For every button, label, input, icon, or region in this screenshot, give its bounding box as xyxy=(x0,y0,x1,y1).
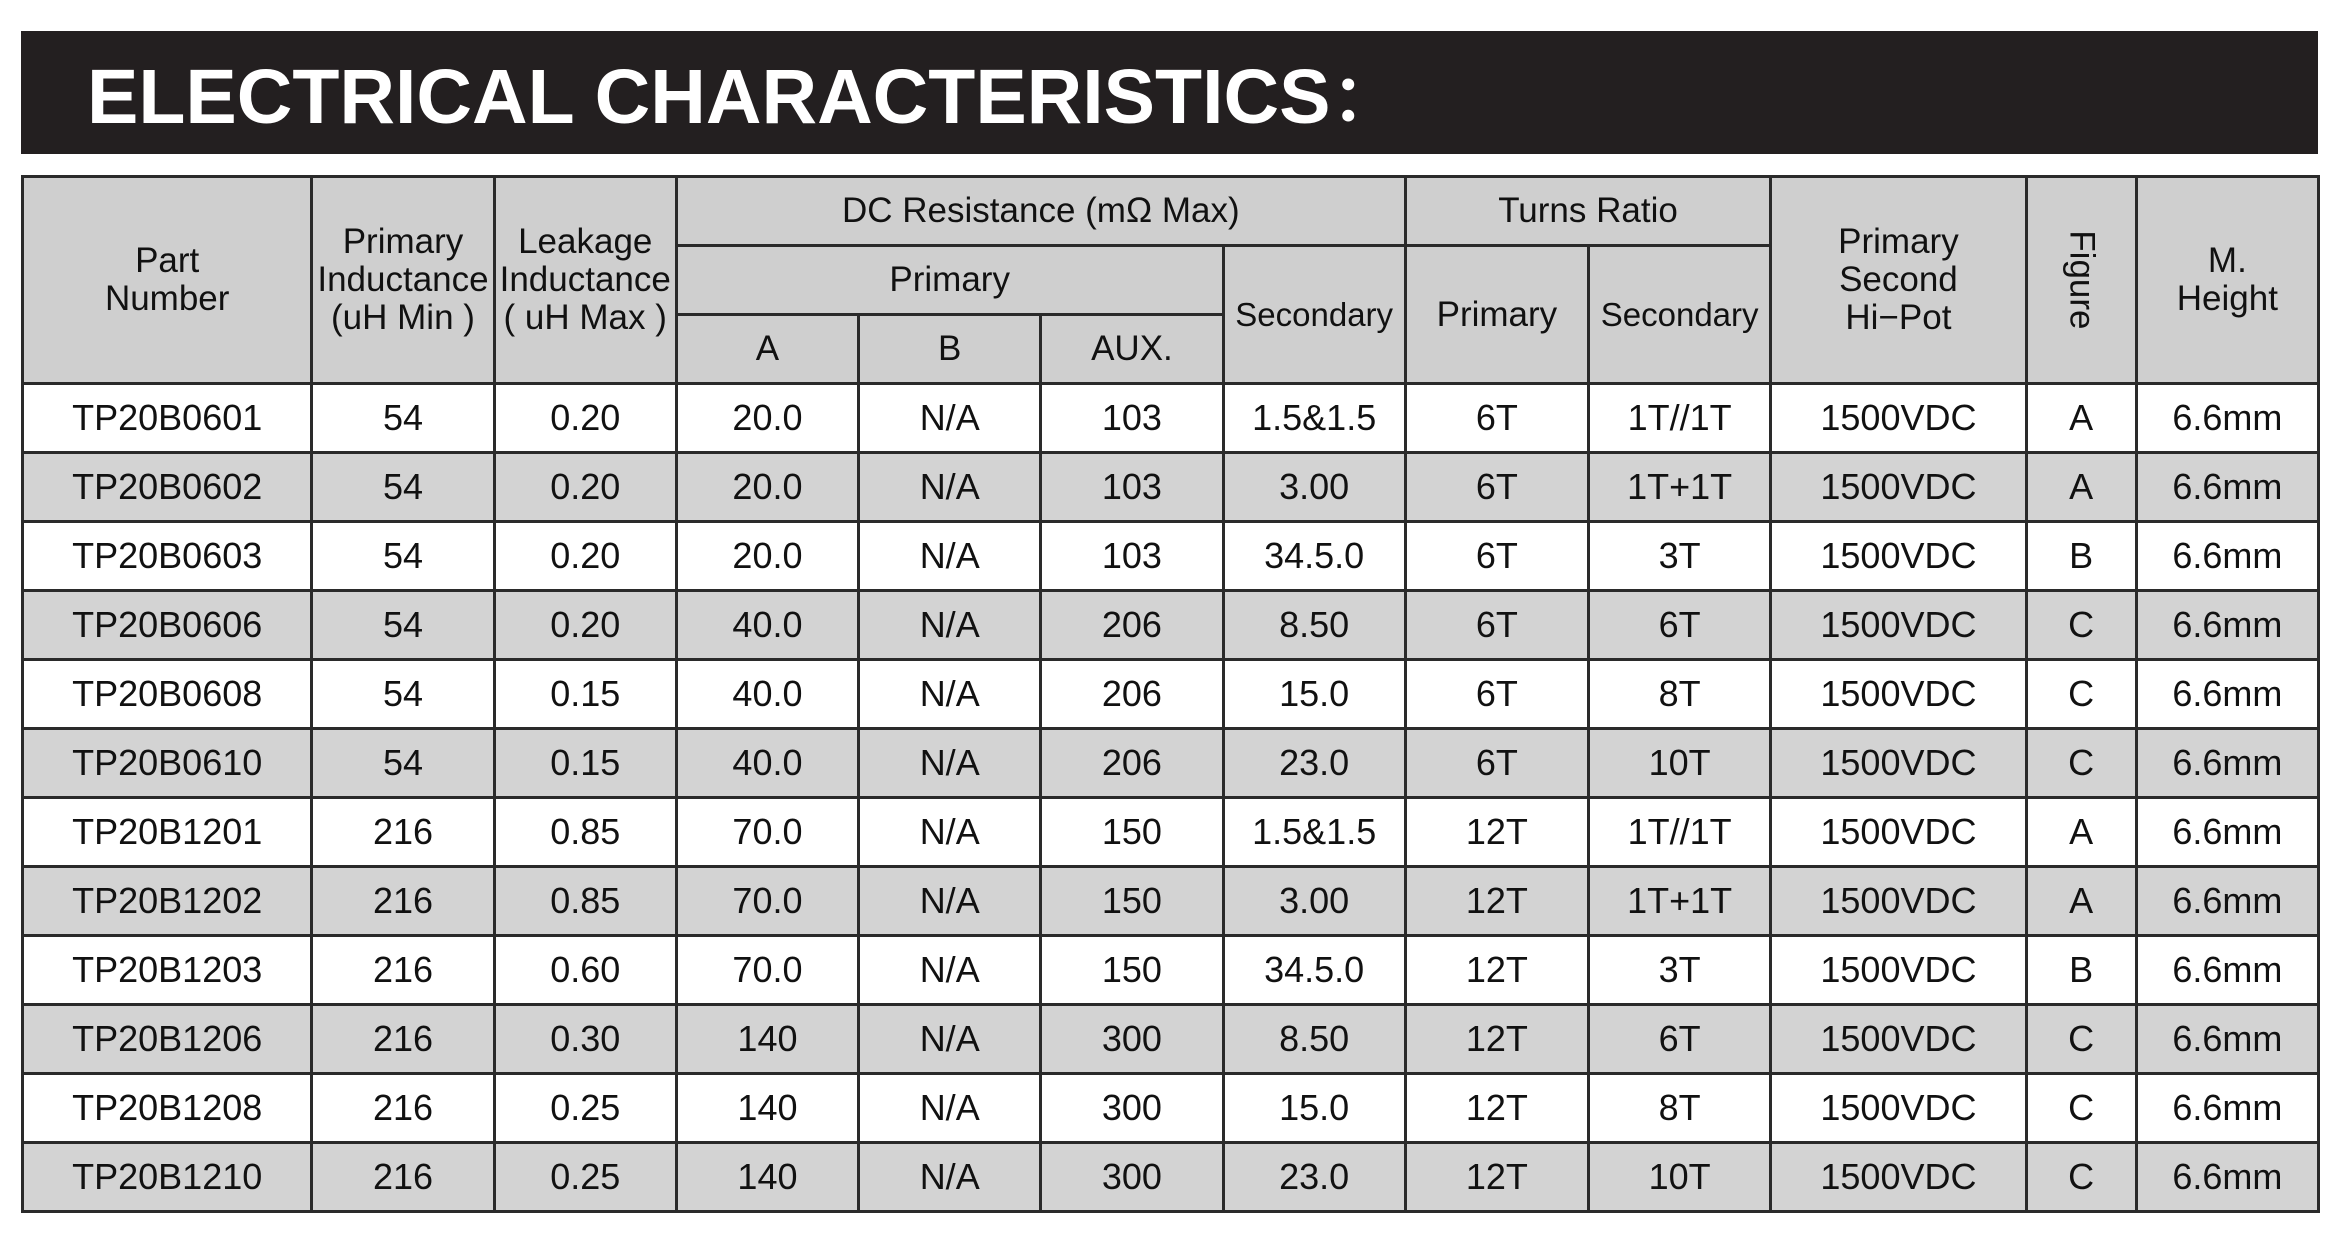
cell-leakage-inductance: 0.30 xyxy=(494,1005,676,1074)
cell-leakage-inductance: 0.20 xyxy=(494,522,676,591)
cell-leakage-inductance: 0.85 xyxy=(494,867,676,936)
cell-turns-primary: 6T xyxy=(1405,522,1588,591)
cell-turns-secondary: 8T xyxy=(1589,1074,1771,1143)
cell-primary-inductance: 54 xyxy=(312,660,494,729)
header-primary-inductance xyxy=(312,177,494,384)
cell-m-height: 6.6mm xyxy=(2136,936,2318,1005)
cell-part-number: TP20B1208 xyxy=(23,1074,312,1143)
cell-dc-secondary: 15.0 xyxy=(1223,1074,1405,1143)
cell-leakage-inductance: 0.25 xyxy=(494,1074,676,1143)
cell-dc-secondary: 23.0 xyxy=(1223,729,1405,798)
cell-figure: C xyxy=(2026,660,2136,729)
table-row xyxy=(23,936,2319,1005)
cell-dc-b: N/A xyxy=(859,522,1041,591)
header-leakage-inductance xyxy=(494,177,676,384)
table-row xyxy=(23,867,2319,936)
cell-dc-secondary: 34.5.0 xyxy=(1223,936,1405,1005)
page-title: ELECTRICAL CHARACTERISTICS： xyxy=(87,54,1408,140)
header-m-height xyxy=(2136,177,2318,384)
cell-primary-inductance: 54 xyxy=(312,522,494,591)
cell-dc-aux: 103 xyxy=(1041,384,1223,453)
cell-dc-secondary: 3.00 xyxy=(1223,453,1405,522)
table-body xyxy=(23,384,2319,1212)
cell-dc-b: N/A xyxy=(859,867,1041,936)
cell-hipot: 1500VDC xyxy=(1771,522,2026,591)
cell-turns-primary: 6T xyxy=(1405,591,1588,660)
cell-primary-inductance: 216 xyxy=(312,936,494,1005)
cell-turns-secondary: 6T xyxy=(1589,1005,1771,1074)
header-leakage-inductance-line3: ( uH Max ) xyxy=(503,297,667,337)
cell-dc-secondary: 8.50 xyxy=(1223,591,1405,660)
cell-part-number: TP20B0602 xyxy=(23,453,312,522)
cell-turns-primary: 6T xyxy=(1405,384,1588,453)
header-m-height-line1: M. xyxy=(2207,241,2247,281)
cell-dc-a: 20.0 xyxy=(676,522,858,591)
cell-part-number: TP20B0608 xyxy=(23,660,312,729)
header-turns-ratio: Turns Ratio xyxy=(1405,177,1770,246)
cell-dc-aux: 300 xyxy=(1041,1143,1223,1212)
cell-dc-b: N/A xyxy=(859,660,1041,729)
header-turns-primary: Primary xyxy=(1405,246,1588,384)
cell-turns-secondary: 1T//1T xyxy=(1589,798,1771,867)
header-dc-secondary: Secondary xyxy=(1223,246,1405,384)
cell-m-height: 6.6mm xyxy=(2136,1074,2318,1143)
table-row xyxy=(23,729,2319,798)
cell-m-height: 6.6mm xyxy=(2136,522,2318,591)
cell-primary-inductance: 54 xyxy=(312,384,494,453)
header-leakage-inductance-line1: Leakage xyxy=(518,222,653,262)
cell-dc-b: N/A xyxy=(859,798,1041,867)
cell-figure: C xyxy=(2026,1005,2136,1074)
header-part-number xyxy=(23,177,312,384)
cell-primary-inductance: 216 xyxy=(312,1005,494,1074)
cell-leakage-inductance: 0.60 xyxy=(494,936,676,1005)
cell-dc-a: 140 xyxy=(676,1005,858,1074)
header-primary-inductance-line1: Primary xyxy=(342,222,464,262)
cell-hipot: 1500VDC xyxy=(1771,729,2026,798)
table-row xyxy=(23,798,2319,867)
cell-primary-inductance: 54 xyxy=(312,453,494,522)
title-banner xyxy=(21,31,2318,154)
cell-turns-primary: 12T xyxy=(1405,1143,1588,1212)
cell-turns-primary: 12T xyxy=(1405,867,1588,936)
cell-turns-primary: 12T xyxy=(1405,936,1588,1005)
header-primary-inductance-line2: Inductance xyxy=(317,260,489,300)
cell-dc-a: 70.0 xyxy=(676,867,858,936)
header-leakage-inductance-line2: Inductance xyxy=(499,260,671,300)
cell-dc-a: 20.0 xyxy=(676,384,858,453)
cell-hipot: 1500VDC xyxy=(1771,453,2026,522)
cell-dc-secondary: 34.5.0 xyxy=(1223,522,1405,591)
cell-primary-inductance: 216 xyxy=(312,1074,494,1143)
cell-turns-primary: 6T xyxy=(1405,729,1588,798)
cell-hipot: 1500VDC xyxy=(1771,1074,2026,1143)
cell-dc-aux: 150 xyxy=(1041,936,1223,1005)
header-turns-secondary: Secondary xyxy=(1589,246,1771,384)
cell-primary-inductance: 54 xyxy=(312,729,494,798)
header-hipot-line3: Hi−Pot xyxy=(1845,297,1952,337)
cell-turns-secondary: 10T xyxy=(1589,729,1771,798)
cell-dc-a: 20.0 xyxy=(676,453,858,522)
header-part-number-label: Part Number xyxy=(104,241,230,318)
cell-dc-aux: 300 xyxy=(1041,1074,1223,1143)
cell-dc-secondary: 1.5&1.5 xyxy=(1223,798,1405,867)
cell-dc-a: 40.0 xyxy=(676,660,858,729)
cell-dc-secondary: 23.0 xyxy=(1223,1143,1405,1212)
cell-m-height: 6.6mm xyxy=(2136,591,2318,660)
cell-turns-secondary: 8T xyxy=(1589,660,1771,729)
cell-part-number: TP20B0603 xyxy=(23,522,312,591)
table-row xyxy=(23,453,2319,522)
cell-dc-a: 140 xyxy=(676,1074,858,1143)
cell-leakage-inductance: 0.15 xyxy=(494,729,676,798)
cell-primary-inductance: 216 xyxy=(312,867,494,936)
cell-turns-secondary: 3T xyxy=(1589,936,1771,1005)
cell-turns-secondary: 1T+1T xyxy=(1589,867,1771,936)
cell-part-number: TP20B1203 xyxy=(23,936,312,1005)
cell-dc-b: N/A xyxy=(859,1143,1041,1212)
cell-dc-b: N/A xyxy=(859,936,1041,1005)
cell-leakage-inductance: 0.20 xyxy=(494,591,676,660)
cell-leakage-inductance: 0.85 xyxy=(494,798,676,867)
cell-dc-aux: 206 xyxy=(1041,591,1223,660)
cell-turns-primary: 12T xyxy=(1405,798,1588,867)
cell-dc-aux: 206 xyxy=(1041,660,1223,729)
cell-figure: C xyxy=(2026,1143,2136,1212)
cell-dc-a: 40.0 xyxy=(676,729,858,798)
cell-part-number: TP20B0610 xyxy=(23,729,312,798)
cell-primary-inductance: 216 xyxy=(312,798,494,867)
cell-primary-inductance: 216 xyxy=(312,1143,494,1212)
cell-turns-primary: 6T xyxy=(1405,453,1588,522)
table-row xyxy=(23,660,2319,729)
cell-dc-secondary: 3.00 xyxy=(1223,867,1405,936)
cell-dc-secondary: 8.50 xyxy=(1223,1005,1405,1074)
cell-m-height: 6.6mm xyxy=(2136,867,2318,936)
cell-hipot: 1500VDC xyxy=(1771,798,2026,867)
header-dc-a: A xyxy=(676,315,858,384)
cell-part-number: TP20B1210 xyxy=(23,1143,312,1212)
cell-turns-secondary: 1T//1T xyxy=(1589,384,1771,453)
header-dc-resistance: DC Resistance (mΩ Max) xyxy=(676,177,1405,246)
cell-dc-a: 40.0 xyxy=(676,591,858,660)
cell-dc-b: N/A xyxy=(859,729,1041,798)
electrical-characteristics-table xyxy=(21,175,2320,1213)
cell-dc-b: N/A xyxy=(859,384,1041,453)
cell-turns-primary: 12T xyxy=(1405,1005,1588,1074)
cell-part-number: TP20B1206 xyxy=(23,1005,312,1074)
cell-hipot: 1500VDC xyxy=(1771,591,2026,660)
cell-figure: C xyxy=(2026,1074,2136,1143)
cell-part-number: TP20B1202 xyxy=(23,867,312,936)
cell-dc-b: N/A xyxy=(859,1005,1041,1074)
cell-dc-aux: 103 xyxy=(1041,522,1223,591)
cell-hipot: 1500VDC xyxy=(1771,1143,2026,1212)
cell-figure: C xyxy=(2026,591,2136,660)
cell-hipot: 1500VDC xyxy=(1771,867,2026,936)
cell-part-number: TP20B0601 xyxy=(23,384,312,453)
cell-leakage-inductance: 0.20 xyxy=(494,384,676,453)
cell-dc-aux: 206 xyxy=(1041,729,1223,798)
cell-turns-primary: 12T xyxy=(1405,1074,1588,1143)
cell-hipot: 1500VDC xyxy=(1771,384,2026,453)
header-primary-inductance-line3: (uH Min ) xyxy=(331,297,475,337)
cell-dc-aux: 300 xyxy=(1041,1005,1223,1074)
cell-figure: A xyxy=(2026,453,2136,522)
header-dc-primary: Primary xyxy=(676,246,1223,315)
header-dc-b: B xyxy=(859,315,1041,384)
cell-part-number: TP20B0606 xyxy=(23,591,312,660)
cell-m-height: 6.6mm xyxy=(2136,729,2318,798)
cell-m-height: 6.6mm xyxy=(2136,384,2318,453)
table-row xyxy=(23,522,2319,591)
cell-dc-b: N/A xyxy=(859,453,1041,522)
cell-leakage-inductance: 0.15 xyxy=(494,660,676,729)
cell-figure: B xyxy=(2026,936,2136,1005)
header-figure xyxy=(2026,177,2136,384)
table-row xyxy=(23,1005,2319,1074)
cell-leakage-inductance: 0.20 xyxy=(494,453,676,522)
cell-turns-secondary: 3T xyxy=(1589,522,1771,591)
header-figure-label: Figure xyxy=(2062,230,2102,330)
table-row xyxy=(23,1074,2319,1143)
header-m-height-line2: Height xyxy=(2176,279,2278,318)
cell-dc-secondary: 15.0 xyxy=(1223,660,1405,729)
header-hipot xyxy=(1771,177,2026,384)
cell-dc-b: N/A xyxy=(859,1074,1041,1143)
cell-m-height: 6.6mm xyxy=(2136,660,2318,729)
cell-dc-a: 70.0 xyxy=(676,798,858,867)
cell-hipot: 1500VDC xyxy=(1771,936,2026,1005)
cell-figure: A xyxy=(2026,384,2136,453)
cell-dc-aux: 150 xyxy=(1041,798,1223,867)
cell-dc-aux: 150 xyxy=(1041,867,1223,936)
cell-dc-a: 70.0 xyxy=(676,936,858,1005)
cell-m-height: 6.6mm xyxy=(2136,798,2318,867)
cell-m-height: 6.6mm xyxy=(2136,1005,2318,1074)
cell-figure: A xyxy=(2026,867,2136,936)
cell-dc-aux: 103 xyxy=(1041,453,1223,522)
cell-turns-primary: 6T xyxy=(1405,660,1588,729)
table-row xyxy=(23,384,2319,453)
cell-hipot: 1500VDC xyxy=(1771,660,2026,729)
cell-hipot: 1500VDC xyxy=(1771,1005,2026,1074)
header-dc-aux: AUX. xyxy=(1041,315,1223,384)
cell-leakage-inductance: 0.25 xyxy=(494,1143,676,1212)
header-hipot-line2: Second xyxy=(1839,260,1958,300)
cell-turns-secondary: 6T xyxy=(1589,591,1771,660)
cell-primary-inductance: 54 xyxy=(312,591,494,660)
cell-turns-secondary: 10T xyxy=(1589,1143,1771,1212)
cell-figure: B xyxy=(2026,522,2136,591)
cell-figure: A xyxy=(2026,798,2136,867)
cell-turns-secondary: 1T+1T xyxy=(1589,453,1771,522)
cell-dc-secondary: 1.5&1.5 xyxy=(1223,384,1405,453)
cell-part-number: TP20B1201 xyxy=(23,798,312,867)
cell-figure: C xyxy=(2026,729,2136,798)
table-row xyxy=(23,1143,2319,1212)
table-row xyxy=(23,591,2319,660)
cell-m-height: 6.6mm xyxy=(2136,1143,2318,1212)
cell-dc-a: 140 xyxy=(676,1143,858,1212)
cell-dc-b: N/A xyxy=(859,591,1041,660)
cell-m-height: 6.6mm xyxy=(2136,453,2318,522)
header-hipot-line1: Primary xyxy=(1838,222,1959,262)
